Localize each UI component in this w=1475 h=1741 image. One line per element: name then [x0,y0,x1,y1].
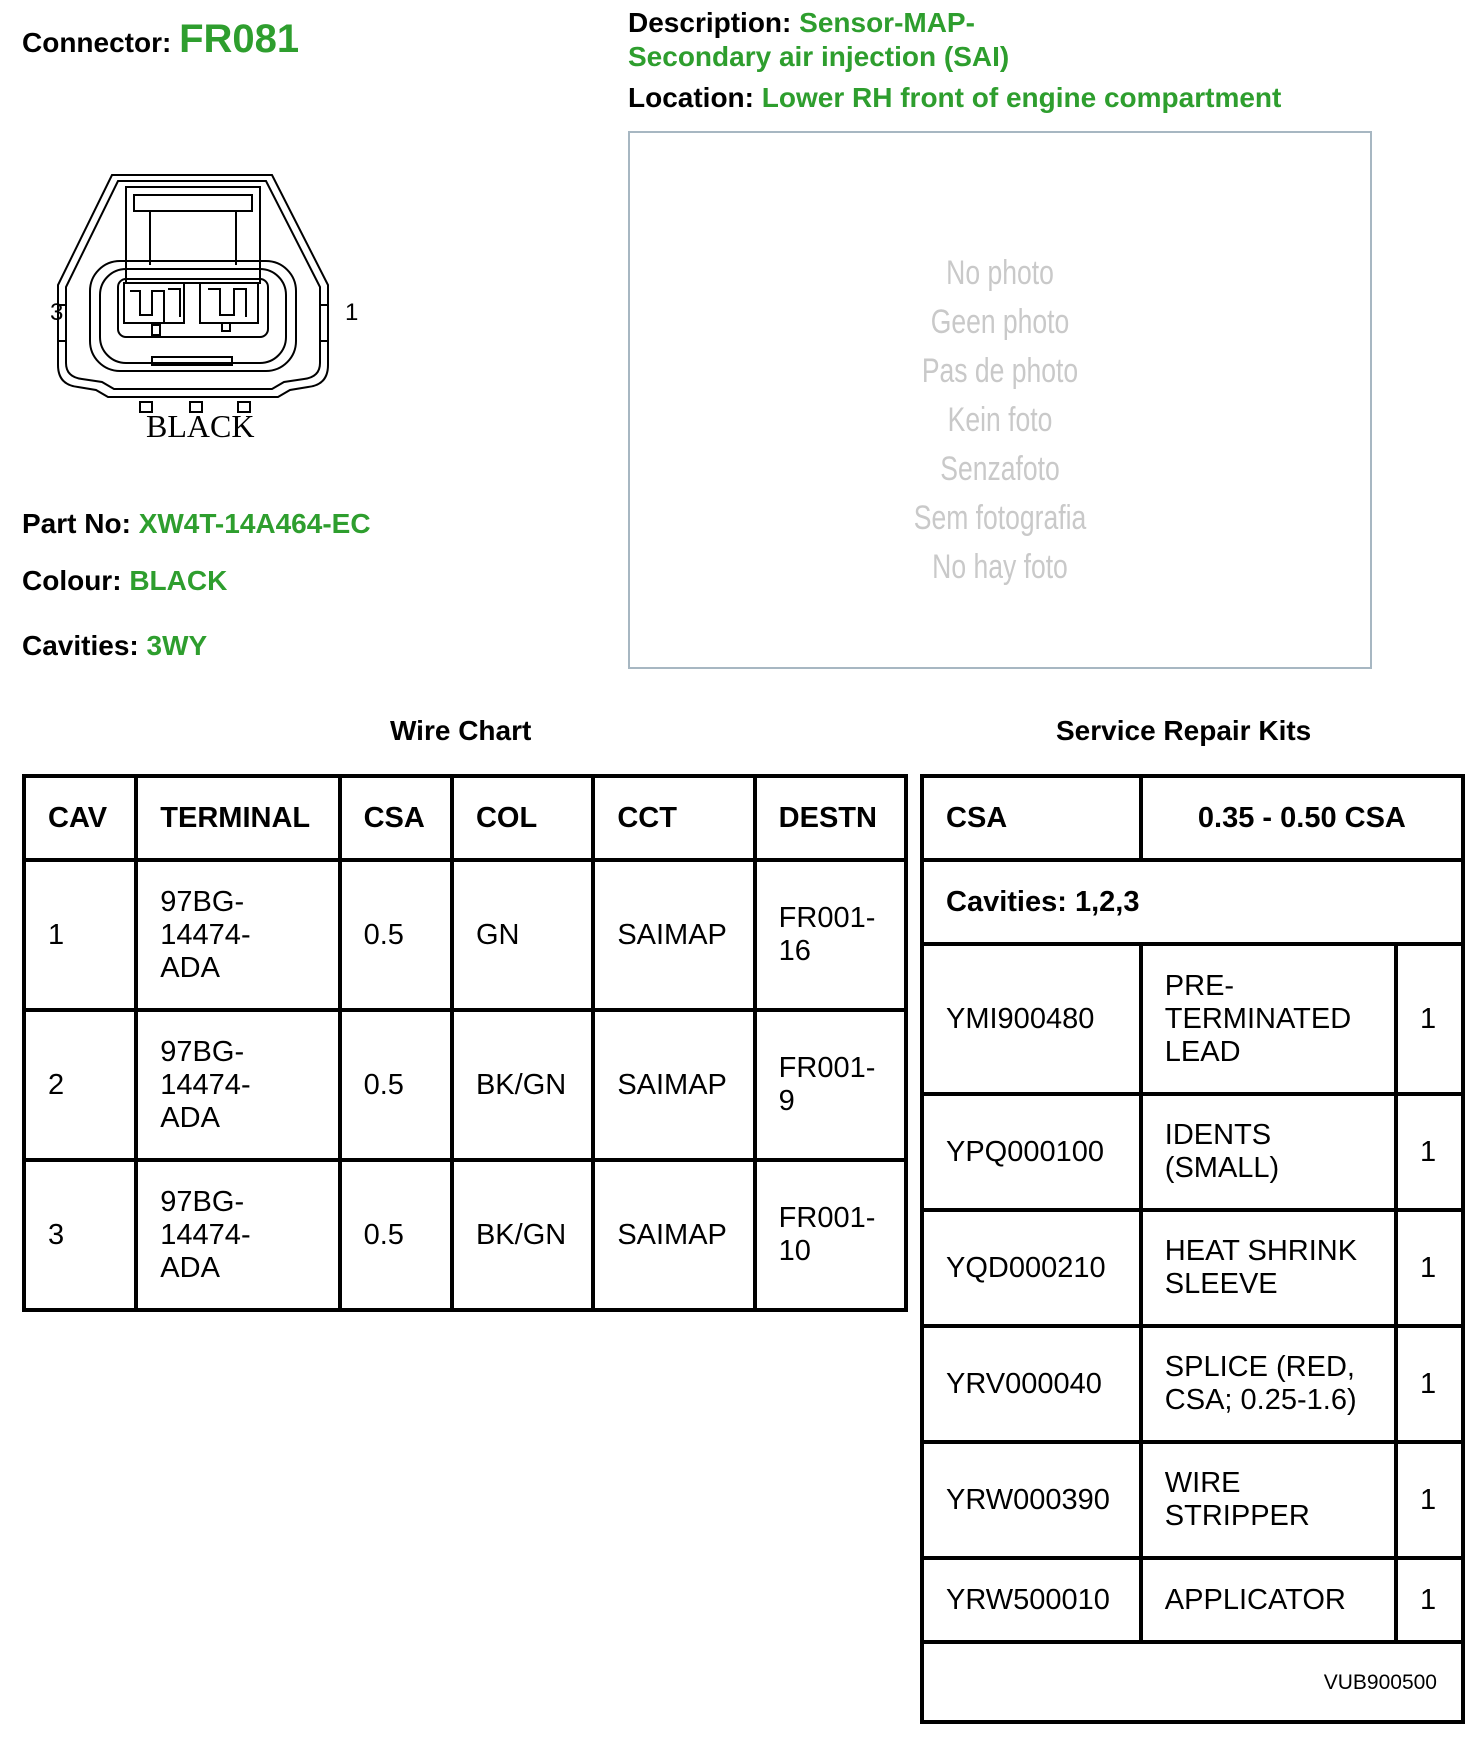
part-number-value: XW4T-14A464-EC [138,508,371,539]
destination-cell: FR001- 10 [755,1160,906,1310]
kit-reference-code: VUB900500 [922,1642,1463,1722]
kit-item-row [922,1210,1463,1326]
table-row [24,1160,906,1310]
table-row [24,1010,906,1160]
col-header-csa: CSA [340,776,452,860]
kit-quantity: 1 [1396,1442,1463,1558]
location [628,81,1281,115]
kit-reference-row [922,1642,1463,1722]
kit-description: HEAT SHRINK SLEEVE [1141,1210,1396,1326]
col-header-terminal: TERMINAL [136,776,339,860]
wire-chart-header-row [24,776,906,860]
kit-part-number: YRW500010 [922,1558,1141,1642]
kit-item-row [922,1558,1463,1642]
cavities-value: 3WY [146,630,208,661]
terminal-cell: 97BG- 14474- ADA [136,860,339,1010]
pin-3-label: 3 [50,299,64,326]
circuit-cell: SAIMAP [593,860,754,1010]
colour-cell: GN [452,860,593,1010]
kit-cavities-text: Cavities: 1,2,3 [922,860,1463,944]
col-header-col: COL [452,776,593,860]
wire-chart-title: Wire Chart [390,715,532,746]
kit-item-row [922,944,1463,1094]
col-header-destn: DESTN [755,776,906,860]
kit-description: WIRE STRIPPER [1141,1442,1396,1558]
kit-part-number: YQD000210 [922,1210,1141,1326]
csa-cell: 0.5 [340,860,452,1010]
terminal-cell: 97BG- 14474- ADA [136,1160,339,1310]
colour-cell: BK/GN [452,1160,593,1310]
kit-part-number: YMI900480 [922,944,1141,1094]
no-photo-line: Pas de photo [921,352,1079,390]
no-photo-line: Senzafoto [940,450,1060,488]
kit-cavities-row [922,860,1463,944]
destination-cell: FR001- 9 [755,1010,906,1160]
diagram-colour-caption: BLACK [146,408,255,444]
part-number [22,507,371,541]
col-header-cav: CAV [24,776,136,860]
csa-cell: 0.5 [340,1010,452,1160]
no-photo-line: No photo [946,254,1054,292]
kit-part-number: YRV000040 [922,1326,1141,1442]
part-number-label: Part No: [22,508,131,539]
kit-quantity: 1 [1396,944,1463,1094]
pin-1-label: 1 [345,299,359,326]
cav-cell: 2 [24,1010,136,1160]
cavities [22,629,207,663]
circuit-cell: SAIMAP [593,1160,754,1310]
colour-label: Colour: [22,565,122,596]
location-label: Location: [628,82,754,113]
col-header-cct: CCT [593,776,754,860]
csa-cell: 0.5 [340,1160,452,1310]
kit-part-number: YRW000390 [922,1442,1141,1558]
no-photo-line: No hay foto [932,548,1068,586]
service-kits-table [920,774,1465,1724]
kit-item-row [922,1094,1463,1210]
cav-cell: 1 [24,860,136,1010]
no-photo-line: Sem fotografia [913,499,1087,537]
kit-quantity: 1 [1396,1094,1463,1210]
no-photo-line: Geen photo [930,303,1070,341]
kit-description: IDENTS (SMALL) [1141,1094,1396,1210]
table-row [24,860,906,1010]
location-value: Lower RH front of engine compartment [761,82,1282,113]
colour [22,564,227,598]
circuit-cell: SAIMAP [593,1010,754,1160]
description-label: Description: [628,7,792,38]
kit-csa-row [922,776,1463,860]
destination-cell: FR001- 16 [755,860,906,1010]
colour-value: BLACK [129,565,228,596]
description-line1: Sensor-MAP- [799,7,975,38]
photo-placeholder [628,131,1372,669]
terminal-cell: 97BG- 14474- ADA [136,1010,339,1160]
kit-description: APPLICATOR [1141,1558,1396,1642]
kit-quantity: 1 [1396,1210,1463,1326]
kit-csa-label: CSA [922,776,1141,860]
connector-heading [22,17,300,61]
kit-csa-value: 0.35 - 0.50 CSA [1141,776,1463,860]
kit-quantity: 1 [1396,1326,1463,1442]
description-line2: Secondary air injection (SAI) [628,41,1010,72]
kit-part-number: YPQ000100 [922,1094,1141,1210]
connector-face-diagram [40,165,380,455]
cav-cell: 3 [24,1160,136,1310]
description [628,6,975,40]
description-line2-wrap [628,40,1009,74]
kit-quantity: 1 [1396,1558,1463,1642]
no-photo-text [711,249,1288,592]
kit-description: SPLICE (RED, CSA; 0.25-1.6) [1141,1326,1396,1442]
cavities-label: Cavities: [22,630,139,661]
kit-item-row [922,1326,1463,1442]
connector-label: Connector: [22,27,172,58]
connector-id: FR081 [179,17,300,61]
service-kits-title: Service Repair Kits [1056,715,1312,746]
colour-cell: BK/GN [452,1010,593,1160]
wire-chart-table [22,774,908,1312]
kit-description: PRE- TERMINATED LEAD [1141,944,1396,1094]
no-photo-line: Kein foto [947,401,1053,439]
kit-item-row [922,1442,1463,1558]
